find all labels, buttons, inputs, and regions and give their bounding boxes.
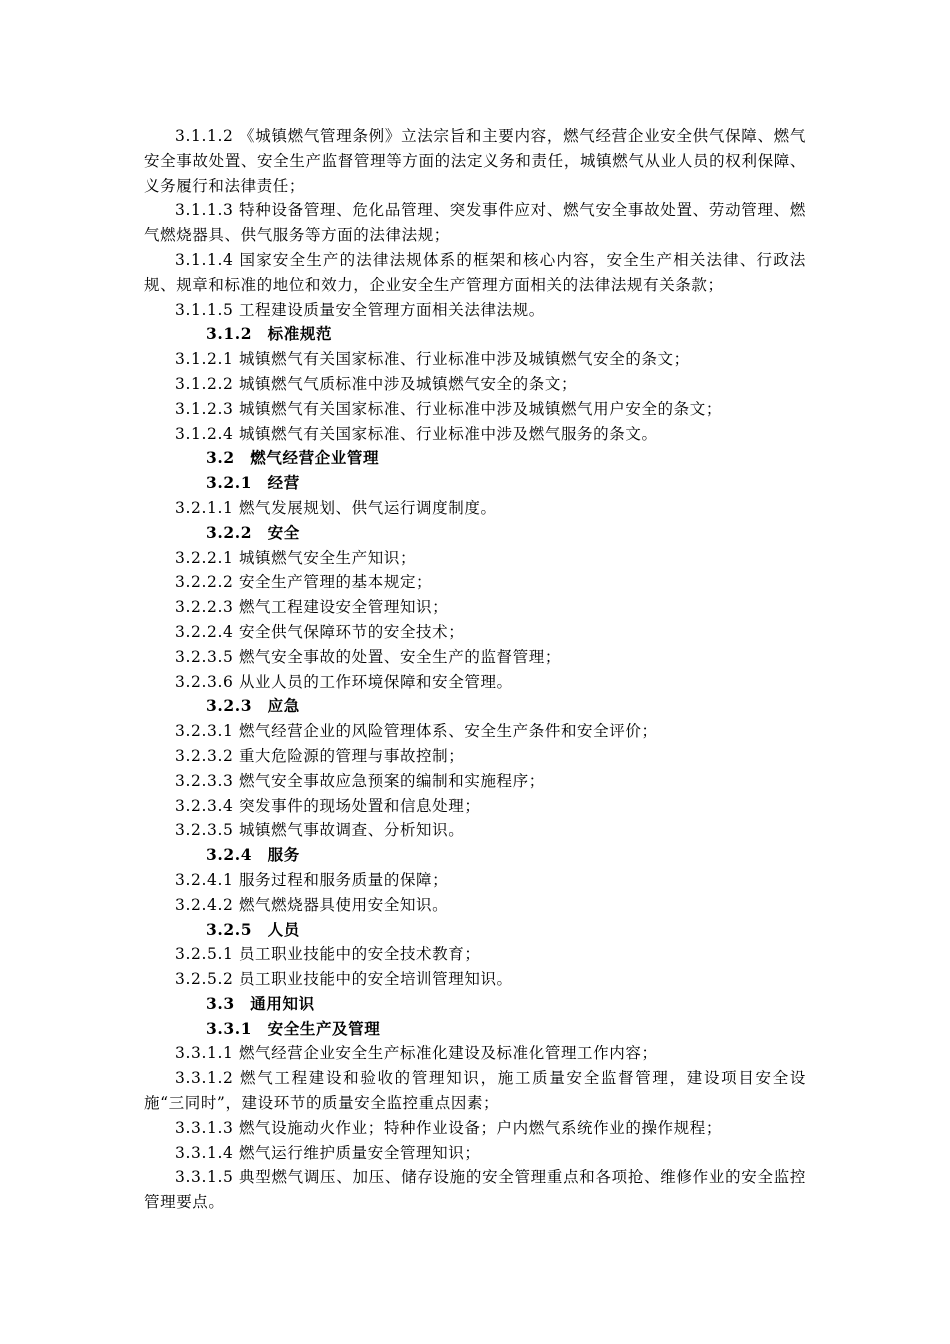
paragraph: 3.1.2.3 城镇燃气有关国家标准、行业标准中涉及城镇燃气用户安全的条文； — [175, 399, 722, 418]
section-heading — [144, 446, 806, 471]
paragraph: 3.3.1.2 燃气工程建设和验收的管理知识，施工质量安全监督管理，建设项目安全设施“三同时”，建设环节的质量安全监控重点因素； — [144, 1069, 806, 1113]
section-title: 安全 — [267, 522, 300, 542]
section-heading — [144, 1017, 806, 1042]
paragraph: 3.2.5.2 员工职业技能中的安全培训管理知识。 — [175, 970, 513, 989]
section-heading — [144, 322, 806, 347]
paragraph: 3.2.3.1 燃气经营企业的风险管理体系、安全生产条件和安全评价； — [175, 722, 658, 741]
paragraph: 3.3.1.5 典型燃气调压、加压、储存设施的安全管理重点和各项抢、维修作业的安全监控管理要点。 — [144, 1168, 806, 1212]
section-number: 3.2.3 — [206, 696, 253, 716]
paragraph: 3.1.2.2 城镇燃气气质标准中涉及城镇燃气安全的条文； — [175, 374, 578, 393]
section-title: 燃气经营企业管理 — [250, 448, 380, 468]
paragraph: 3.2.2.3 燃气工程建设安全管理知识； — [175, 598, 449, 617]
section-number: 3.2 — [206, 448, 235, 468]
paragraph: 3.1.2.1 城镇燃气有关国家标准、行业标准中涉及城镇燃气安全的条文； — [175, 350, 690, 369]
section-number: 3.2.4 — [206, 845, 253, 865]
paragraph: 3.1.1.2 《城镇燃气管理条例》立法宗旨和主要内容，燃气经营企业安全供气保障、燃气安全事故处置、安全生产监督管理等方面的法定义务和责任，城镇燃气从业人员的权利保障、义务履行和法律责任； — [144, 127, 806, 195]
paragraph: 3.2.3.3 燃气安全事故应急预案的编制和实施程序； — [175, 771, 545, 790]
section-number: 3.3.1 — [206, 1018, 253, 1038]
paragraph: 3.2.2.2 安全生产管理的基本规定； — [175, 573, 433, 592]
paragraph: 3.1.2.4 城镇燃气有关国家标准、行业标准中涉及燃气服务的条文。 — [175, 424, 658, 443]
paragraph: 3.2.1.1 燃气发展规划、供气运行调度制度。 — [175, 498, 497, 517]
paragraph: 3.2.4.1 服务过程和服务质量的保障； — [175, 870, 449, 889]
section-heading — [144, 471, 806, 496]
paragraph: 3.2.3.6 从业人员的工作环境保障和安全管理。 — [175, 672, 513, 691]
paragraph: 3.2.4.2 燃气燃烧器具使用安全知识。 — [175, 895, 449, 914]
paragraph: 3.3.1.3 燃气设施动火作业；特种作业设备；户内燃气系统作业的操作规程； — [175, 1118, 722, 1137]
paragraph: 3.2.5.1 员工职业技能中的安全技术教育； — [175, 945, 481, 964]
section-number: 3.2.5 — [206, 919, 253, 939]
section-title: 安全生产及管理 — [267, 1018, 381, 1038]
section-title: 标准规范 — [267, 324, 333, 344]
paragraph: 3.1.1.3 特种设备管理、危化品管理、突发事件应对、燃气安全事故处置、劳动管理、燃气燃烧器具、供气服务等方面的法律法规； — [144, 201, 806, 245]
section-number: 3.1.2 — [206, 324, 253, 344]
paragraph: 3.2.3.4 突发事件的现场处置和信息处理； — [175, 796, 481, 815]
paragraph: 3.3.1.1 燃气经营企业安全生产标准化建设及标准化管理工作内容； — [175, 1044, 658, 1063]
section-title: 经营 — [267, 473, 300, 493]
section-heading — [144, 992, 806, 1017]
section-heading — [144, 918, 806, 943]
section-number: 3.2.1 — [206, 473, 253, 493]
section-number: 3.2.2 — [206, 522, 253, 542]
paragraph: 3.2.2.1 城镇燃气安全生产知识； — [175, 548, 417, 567]
paragraph: 3.1.1.4 国家安全生产的法律法规体系的框架和核心内容，安全生产相关法律、行政法规、规章和标准的地位和效力，企业安全生产管理方面相关的法律法规有关条款； — [144, 250, 806, 294]
paragraph: 3.2.3.5 燃气安全事故的处置、安全生产的监督管理； — [175, 647, 561, 666]
section-heading — [144, 843, 806, 868]
paragraph: 3.3.1.4 燃气运行维护质量安全管理知识； — [175, 1143, 481, 1162]
section-number: 3.3 — [206, 993, 235, 1013]
paragraph: 3.2.3.5 城镇燃气事故调查、分析知识。 — [175, 821, 465, 840]
paragraph: 3.2.3.2 重大危险源的管理与事故控制； — [175, 746, 465, 765]
section-title: 服务 — [267, 845, 300, 865]
paragraph: 3.1.1.5 工程建设质量安全管理方面相关法律法规。 — [175, 300, 545, 319]
section-heading — [144, 521, 806, 546]
section-heading — [144, 694, 806, 719]
document-body — [144, 124, 806, 1215]
section-title: 应急 — [267, 696, 300, 716]
section-title: 通用知识 — [250, 993, 315, 1013]
section-title: 人员 — [267, 919, 300, 939]
paragraph: 3.2.2.4 安全供气保障环节的安全技术； — [175, 622, 465, 641]
